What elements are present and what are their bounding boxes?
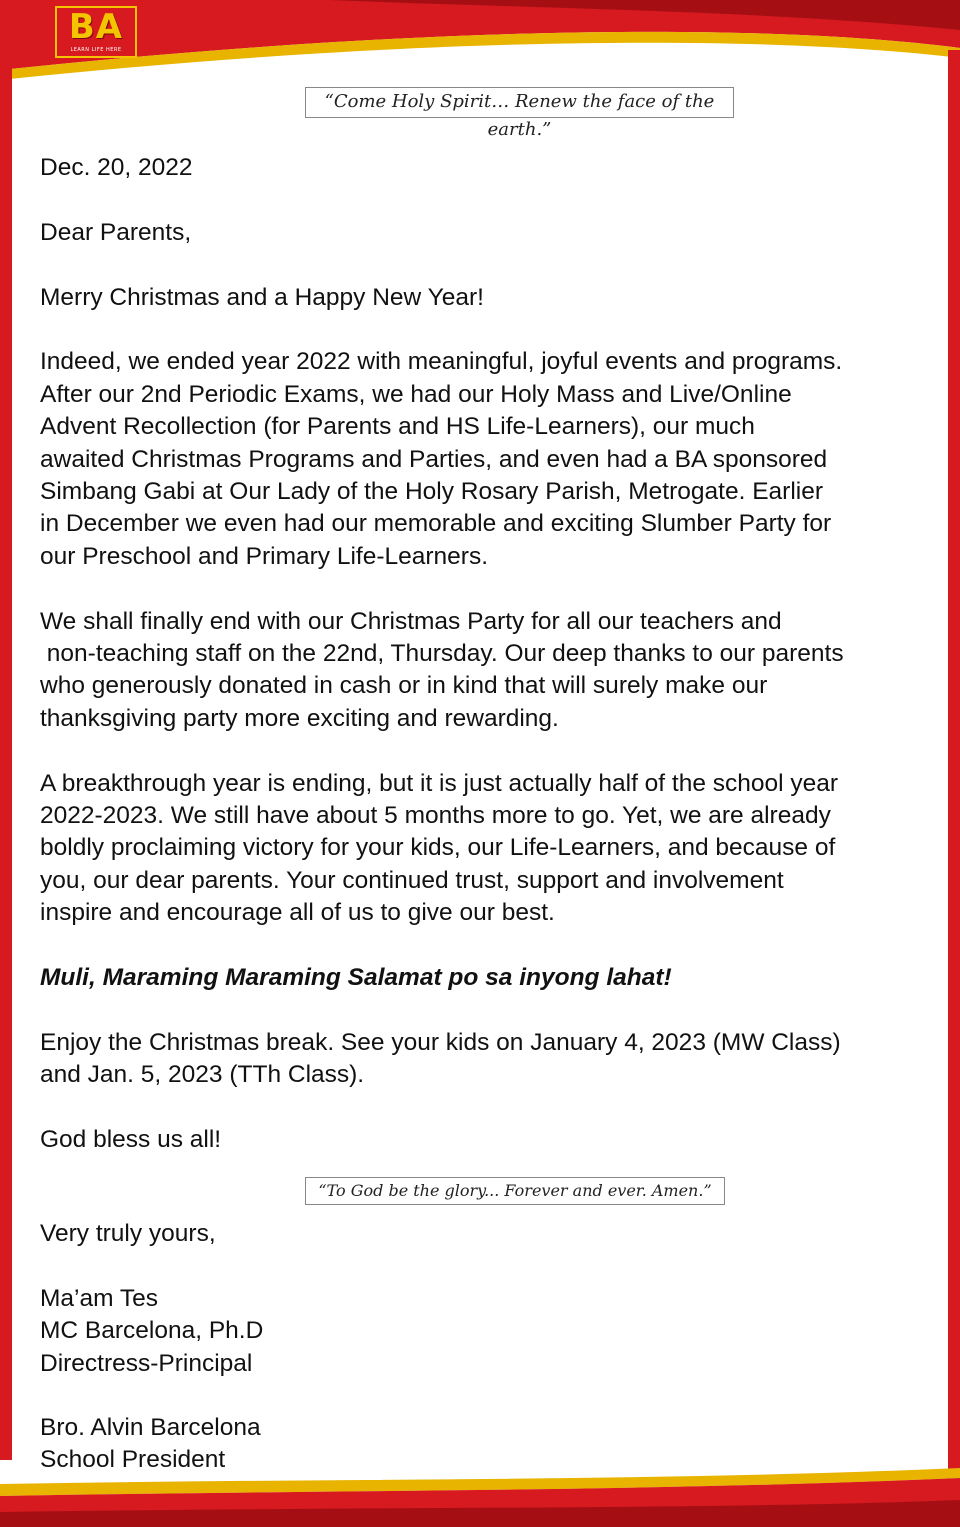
paragraph-1-line: awaited Christmas Programs and Parties, and even had a BA sponsored xyxy=(40,445,828,473)
top-quote-box: “Come Holy Spirit… Renew the face of the earth.” xyxy=(305,87,734,118)
paragraph-3-line: inspire and encourage all of us to give our best. xyxy=(40,899,555,927)
paragraph-3-line: boldly proclaiming victory for your kids, our Life-Learners, and because of xyxy=(40,834,836,862)
paragraph-2-line: who generously donated in cash or in kind that will surely make our xyxy=(40,672,768,700)
paragraph-1-line: Simbang Gabi at Our Lady of the Holy Rosary Parish, Metrogate. Earlier xyxy=(40,478,823,506)
left-border xyxy=(0,60,12,1460)
letter-date: Dec. 20, 2022 xyxy=(40,154,193,181)
paragraph-2-line: We shall finally end with our Christmas Party for all our teachers and xyxy=(40,607,782,635)
logo-letters: BA xyxy=(68,7,124,47)
signatory-name: Bro. Alvin Barcelona xyxy=(40,1414,261,1441)
letter-closing: Very truly yours, xyxy=(40,1220,216,1247)
paragraph-4-line: Enjoy the Christmas break. See your kids on January 4, 2023 (MW Class) xyxy=(40,1028,841,1056)
letter-blessing: God bless us all! xyxy=(40,1126,222,1154)
paragraph-1 xyxy=(40,346,935,573)
signatory-name: Ma’am Tes xyxy=(40,1285,159,1312)
letter-body xyxy=(40,152,935,1156)
logo-tagline: LEARN LIFE HERE xyxy=(70,47,122,53)
bottom-quote-box: “To God be the glory... Forever and ever. Amen.” xyxy=(305,1177,725,1205)
paragraph-1-line: in December we even had our memorable and exciting Slumber Party for xyxy=(40,510,832,538)
paragraph-1-line: Indeed, we ended year 2022 with meaningful, joyful events and programs. xyxy=(40,348,843,376)
letter-opening: Merry Christmas and a Happy New Year! xyxy=(40,283,484,311)
letter-greeting: Dear Parents, xyxy=(40,218,192,246)
paragraph-3-line: A breakthrough year is ending, but it is just actually half of the school year xyxy=(40,769,839,797)
paragraph-3-line: 2022-2023. We still have about 5 months more to go. Yet, we are already xyxy=(40,802,831,830)
signatory-principal xyxy=(40,1283,263,1380)
signatory-credential: MC Barcelona, Ph.D xyxy=(40,1317,264,1345)
paragraph-1-line: Advent Recollection (for Parents and HS Life-Learners), our much xyxy=(40,413,755,441)
signatory-title: Directress-Principal xyxy=(40,1349,253,1377)
school-logo xyxy=(55,6,137,58)
paragraph-3-line: you, our dear parents. Your continued trust, support and involvement xyxy=(40,866,784,894)
paragraph-1-line: our Preschool and Primary Life-Learners. xyxy=(40,542,489,570)
tagalog-thanks: Muli, Maraming Maraming Salamat po sa inyong lahat! xyxy=(40,964,672,992)
paragraph-4 xyxy=(40,1027,935,1092)
paragraph-4-line: and Jan. 5, 2023 (TTh Class). xyxy=(40,1061,365,1089)
paragraph-2 xyxy=(40,606,935,736)
paragraph-2-line: thanksgiving party more exciting and rewarding. xyxy=(40,704,559,732)
paragraph-2-line: non-teaching staff on the 22nd, Thursday. Our deep thanks to our parents xyxy=(40,640,844,668)
right-border xyxy=(948,50,960,1470)
signatory-president xyxy=(40,1412,261,1477)
signatory-title: School President xyxy=(40,1446,226,1474)
paragraph-3 xyxy=(40,768,935,930)
paragraph-1-line: After our 2nd Periodic Exams, we had our Holy Mass and Live/Online xyxy=(40,380,792,408)
